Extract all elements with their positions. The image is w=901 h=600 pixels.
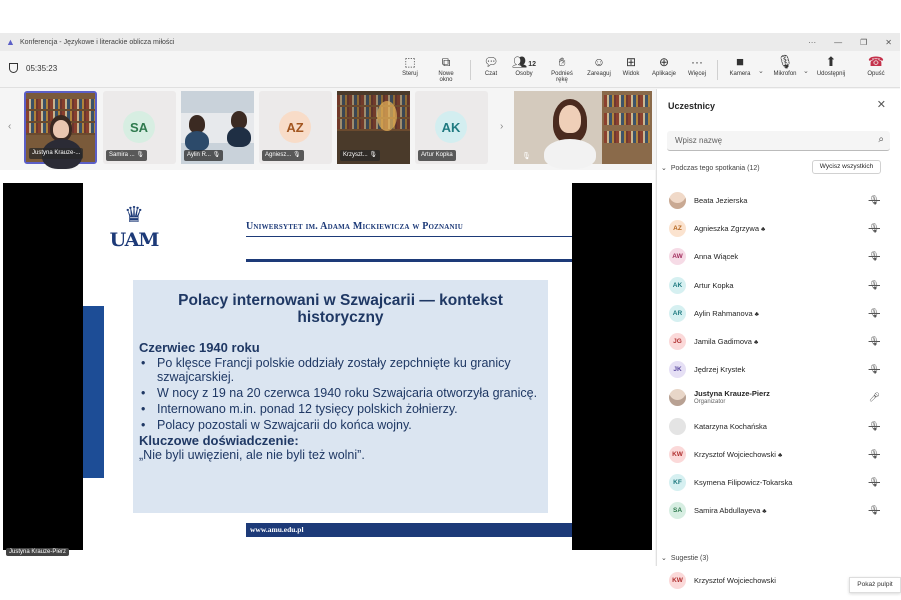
participant-name: Krzysztof Wojciechowski ♣ [694,449,783,459]
video-tile[interactable] [337,91,410,164]
key-quote: „Nie byli uwięzieni, ale nie byli też wolni”. [139,448,365,462]
avatar [669,192,686,209]
people-count: 12 [528,61,537,68]
bullet-list [139,356,542,432]
view-button[interactable]: ⊞ Widok [616,54,646,77]
avatar [669,418,686,435]
mic-off-icon[interactable]: 🎙︎ [868,279,880,290]
window-more-button[interactable]: ··· [808,37,817,47]
avatar: AK [669,277,686,294]
shield-icon [9,63,18,73]
slide-footer: www.amu.edu.pl [246,523,572,537]
share-button[interactable]: ⬆ Udostępnij [816,54,846,77]
phone-attendee-icon: ♣ [762,508,767,516]
participant-row[interactable] [657,215,900,243]
video-tile[interactable] [415,91,488,164]
avatar: AR [669,305,686,322]
phone-attendee-icon: ♣ [777,451,783,459]
toolbar-divider [717,60,718,80]
avatar: SA [669,502,686,519]
search-icon: ⌕ [878,134,884,145]
list-item: • Po klęsce Francji polskie oddziały zostały zepchnięte ku granicy szwajcarskiej. [139,356,542,384]
teams-window [0,33,900,588]
mic-off-icon[interactable]: 🎙︎ [868,195,880,205]
mic-off-icon: 🎙︎ [293,152,301,158]
avatar: KF [669,474,686,491]
meeting-toolbar [0,51,900,88]
microphone-button[interactable]: 🎙︎ Mikrofon [770,54,800,77]
tile-name: Artur Kopka [418,150,456,161]
list-item: • W nocy z 19 na 20 czerwca 1940 roku Szwajcaria otworzyła granicę. [139,386,542,400]
strip-prev-arrow-icon[interactable]: ‹ [8,121,12,132]
participant-row[interactable] [657,441,900,469]
participant-row[interactable] [657,497,900,525]
tile-name: Krzyszt... 🎙︎ [340,150,380,161]
avatar: AK [435,111,467,143]
react-button[interactable]: ☺ Zareaguj [584,54,614,77]
university-name: Uniwersytet im. Adama Mickiewicza w Poznaniu [246,221,463,232]
participant-row[interactable] [657,469,900,497]
control-icon: ⬚ [404,55,416,69]
slide-content [133,280,548,513]
timer-text: 05:35:23 [26,63,58,73]
mic-off-icon: 🎙︎ [212,152,221,158]
mic-off-icon[interactable]: 🎙︎ [868,505,880,516]
avatar: AZ [669,220,686,237]
suggestions-group-header[interactable]: ⌄ Sugestie (3) [661,554,709,562]
camera-options-chevron-icon[interactable]: ⌄ [758,68,764,75]
chevron-down-icon: ⌄ [661,555,667,562]
restore-button[interactable]: ❐ [860,37,868,47]
close-window-button[interactable]: ✕ [885,37,892,47]
header-rule [246,236,572,237]
apps-icon: ⊕ [658,55,670,69]
list-item: • Internowano m.in. ponad 12 tysięcy polskich żołnierzy. [139,402,542,416]
video-tile[interactable] [181,91,254,164]
shared-screen [0,170,655,566]
mic-options-chevron-icon[interactable]: ⌄ [803,68,809,75]
leave-button[interactable]: ☎ Opuść [861,54,891,77]
mic-off-icon[interactable]: 🎙︎ [868,307,880,318]
raise-hand-button[interactable]: ✋︎ Podnieś rękę [547,54,577,83]
view-icon: ⊞ [625,55,637,69]
toolbar-divider [470,60,471,80]
video-tile[interactable] [259,91,332,164]
participant-name: Ksymena Filipowicz-Tokarska [694,478,793,487]
participant-name: Anna Wiącek [694,252,739,262]
title-bar [0,33,900,51]
avatar [669,389,686,406]
close-icon[interactable]: ✕ [876,99,886,111]
participant-name: Jędrzej Krystek [694,365,746,375]
mute-all-button[interactable]: Wycisz wszystkich [812,160,881,174]
participant-row[interactable] [657,356,900,384]
phone-attendee-icon: ♣ [761,226,766,234]
participant-name: Artur Kopka [694,280,734,290]
participant-row[interactable] [657,187,900,215]
people-icon: 👥︎ [511,55,528,69]
list-item: • Polacy pozostali w Szwajcarii do końca wojny. [139,418,542,432]
participant-row[interactable] [657,300,900,328]
participant-row[interactable] [657,243,900,271]
new-window-button[interactable]: ⧉ Nowe okno [431,54,461,83]
avatar: SA [123,111,155,143]
leave-icon: ☎ [867,54,885,69]
camera-icon: ■ [736,54,744,69]
mic-off-icon[interactable]: 🎙︎ [868,336,880,346]
more-button[interactable]: ··· Więcej [682,54,712,77]
slide-accent-bar [83,306,104,478]
avatar: JG [669,333,686,350]
chevron-down-icon: ⌄ [661,165,667,172]
tile-name: Justyna Krauze-... [29,148,83,159]
video-tile[interactable] [103,91,176,164]
more-icon: ··· [691,55,703,69]
participant-name: Jamila Gadimova ♣ [694,337,759,346]
presenter-name: Justyna Krauze-Pierz [6,548,69,556]
letterbox-left [3,183,83,550]
participant-role: Organizator [694,399,726,406]
mic-off-icon[interactable]: 🎙︎ [868,364,880,375]
apps-button[interactable]: ⊕ Aplikacje [649,54,679,77]
mic-off-icon[interactable]: 🎙︎ [868,251,880,262]
raise-hand-icon: ✋︎ [558,55,566,69]
people-button[interactable]: 👥︎12 Osoby [511,55,537,77]
main-speaker-video[interactable] [514,91,652,164]
meeting-timer [9,63,57,73]
minimize-button[interactable]: — [834,37,843,47]
section-heading: Czerwiec 1940 roku [139,340,260,355]
tile-name: Aylin R... 🎙︎ [184,150,223,161]
participant-row[interactable] [657,413,900,441]
tile-name: Samira ... 🎙︎ [106,150,147,161]
avatar: AZ [279,111,311,143]
mic-off-icon[interactable]: 🎙︎ [868,223,880,234]
control-button[interactable]: ⬚ Steruj [395,54,425,77]
avatar: KW [669,446,686,463]
avatar: JK [669,361,686,378]
participant-name: Justyna Krauze-Pierz [694,389,770,399]
uam-logo: ♛ UAM [109,202,159,251]
avatar: AW [669,248,686,265]
participant-name: Agnieszka Zgrzywa ♣ [694,224,766,234]
tile-name: Agniesz... 🎙︎ [262,150,304,161]
slide-title: Polacy internowani w Szwajcarii — kontekst historyczny [178,292,503,326]
eagle-emblem-icon: ♛ [124,202,144,227]
mic-off-icon[interactable]: 🎙︎ [868,477,880,487]
participant-name: Katarzyna Kochańska [694,421,767,431]
participant-name: Aylin Rahmanova ♣ [694,308,759,318]
key-heading: Kluczowe doświadczenie: [139,433,299,448]
strip-next-arrow-icon[interactable]: › [500,121,504,132]
meeting-group-header[interactable]: ⌄ Podczas tego spotkania (12) [661,164,760,172]
mic-off-icon: 🎙︎ [369,152,377,158]
video-strip [0,89,655,167]
mic-off-icon[interactable]: 🎙︎ [868,420,880,431]
mic-off-icon: 🎙︎ [776,54,794,69]
participant-row[interactable] [657,384,900,412]
chat-button[interactable]: 💬︎ Czat [476,54,506,77]
letterbox-right [572,183,652,550]
header-rule [246,259,572,262]
participant-name: Beata Jezierska [694,196,748,205]
phone-attendee-icon: ♣ [754,310,759,318]
chat-icon: 💬︎ [483,55,499,69]
window-controls [808,33,892,51]
participant-row[interactable] [657,272,900,300]
participant-name: Samira Abdullayeva ♣ [694,506,767,516]
panel-title: Uczestnicy [668,101,716,111]
participant-row[interactable] [657,328,900,356]
react-icon: ☺ [592,55,606,69]
participant-search-input[interactable]: Wpisz nazwę ⌕ [667,131,890,151]
avatar: KW [669,572,686,589]
mic-off-icon[interactable]: 🎙︎ [868,448,880,459]
teams-app-icon: ▲ [6,37,15,47]
mic-off-icon: 🎙︎ [136,152,144,158]
window-title: Konferencja - Językowe i literackie oblicza miłości [20,38,175,46]
participant-name: Krzysztof Wojciechowski [694,576,776,585]
phone-attendee-icon: ♣ [753,339,759,346]
mic-on-icon[interactable]: 🎤︎ [868,392,880,403]
camera-button[interactable]: ■ Kamera [725,54,755,77]
mic-off-icon: 🎙︎ [522,153,531,160]
new-window-icon: ⧉ [441,55,451,69]
share-icon: ⬆ [825,54,837,69]
video-tile[interactable] [24,91,97,164]
show-desktop-button[interactable]: Pokaż pulpit [849,577,901,593]
presentation-slide [83,183,572,550]
